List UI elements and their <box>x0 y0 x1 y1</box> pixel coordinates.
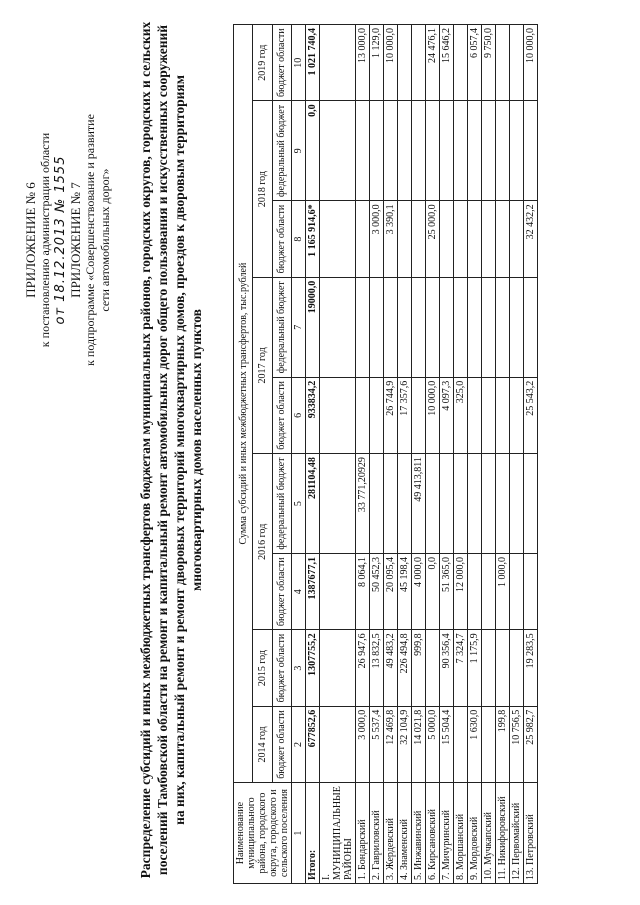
table-cell <box>426 454 440 554</box>
table-cell: 15 504,4 <box>440 706 454 782</box>
row-label: 11. Никифоровский <box>496 783 510 884</box>
row-label: 1. Бондарский <box>356 783 370 884</box>
table-row <box>482 25 496 884</box>
year-2015: 2015 год <box>253 630 272 706</box>
table-cell: 5 000,0 <box>426 706 440 782</box>
table-cell <box>496 201 510 277</box>
table-cell <box>320 706 356 782</box>
table-body <box>292 25 538 884</box>
table-cell <box>440 101 454 201</box>
table-cell: 1387677,1 <box>306 554 320 630</box>
table-cell: 2 <box>292 706 306 782</box>
table-cell: 15 646,2 <box>440 25 454 101</box>
table-cell: 8 <box>292 201 306 277</box>
table-cell: 226 494,8 <box>398 630 412 706</box>
table-cell <box>496 101 510 201</box>
table-cell <box>510 454 524 554</box>
table-cell: 1 000,0 <box>496 554 510 630</box>
col-name-header: Наименование муниципального района, городского округа, городского и сельского поселения <box>234 783 292 884</box>
table-cell <box>482 454 496 554</box>
table-cell: 1 021 740,4 <box>306 25 320 101</box>
table-cell <box>468 277 482 377</box>
row-label: Итого: <box>306 783 320 884</box>
table-cell: 281104,48 <box>306 454 320 554</box>
table-cell <box>454 454 468 554</box>
table-cell <box>468 554 482 630</box>
table-cell: 7 <box>292 277 306 377</box>
table-cell <box>482 277 496 377</box>
table-cell <box>412 377 426 453</box>
table-cell: 999,8 <box>412 630 426 706</box>
row-label: 4. Знаменский <box>398 783 412 884</box>
table-cell: 6 <box>292 377 306 453</box>
table-cell <box>510 554 524 630</box>
sub-federal-2016: федеральный бюджет <box>272 454 291 554</box>
table-cell: 26 744,9 <box>384 377 398 453</box>
table-cell: 33 771,20929 <box>356 454 370 554</box>
row-label: 2. Гавриловский <box>370 783 384 884</box>
table-cell: 26 947,6 <box>356 630 370 706</box>
table-row <box>370 25 384 884</box>
table-cell <box>510 277 524 377</box>
table-cell: 325,0 <box>454 377 468 453</box>
table-cell <box>356 201 370 277</box>
table-cell <box>482 706 496 782</box>
table-cell: 3 000,0 <box>370 201 384 277</box>
table-row <box>454 25 468 884</box>
table-cell: 19000,0 <box>306 277 320 377</box>
appendix-header <box>23 30 113 450</box>
table-cell <box>370 377 384 453</box>
table-cell <box>454 706 468 782</box>
table-cell <box>482 554 496 630</box>
table-cell <box>412 25 426 101</box>
table-cell: 10 <box>292 25 306 101</box>
table-cell <box>384 101 398 201</box>
table-cell: 0,0 <box>306 101 320 201</box>
handwritten-date-number: от 18.12.2013 № 1555 <box>53 155 68 325</box>
table-cell: 4 097,3 <box>440 377 454 453</box>
table-row <box>496 25 510 884</box>
table-cell: 24 476,1 <box>426 25 440 101</box>
table-cell: 9 <box>292 101 306 201</box>
row-label: 13. Петровский <box>524 783 538 884</box>
table-cell: 25 982,7 <box>524 706 538 782</box>
table-cell <box>370 101 384 201</box>
table-cell: 199,8 <box>496 706 510 782</box>
table-cell: 5 537,4 <box>370 706 384 782</box>
table-cell <box>524 554 538 630</box>
table-cell <box>524 101 538 201</box>
year-2014: 2014 год <box>253 706 272 782</box>
table-cell <box>398 201 412 277</box>
sub-regional-2015: бюджет области <box>272 630 291 706</box>
table-cell <box>524 277 538 377</box>
table-cell <box>398 25 412 101</box>
table-cell <box>320 377 356 453</box>
sub-federal-2017: федеральный бюджет <box>272 277 291 377</box>
table-cell: 32 432,2 <box>524 201 538 277</box>
table-cell: 7 324,7 <box>454 630 468 706</box>
table-cell: 49 483,2 <box>384 630 398 706</box>
table-cell <box>398 454 412 554</box>
year-2019: 2019 год <box>253 25 272 101</box>
table-cell <box>320 554 356 630</box>
table-cell <box>482 630 496 706</box>
table-cell: 3 000,0 <box>356 706 370 782</box>
table-cell <box>496 377 510 453</box>
table-cell: 10 756,5 <box>510 706 524 782</box>
table-row <box>398 25 412 884</box>
row-label: 10. Мучкапский <box>482 783 496 884</box>
sub-regional-2017: бюджет области <box>272 377 291 453</box>
table-cell <box>440 277 454 377</box>
year-2018: 2018 год <box>253 101 272 277</box>
table-cell <box>454 201 468 277</box>
row-label: 7. Мичуринский <box>440 783 454 884</box>
table-cell: 32 104,9 <box>398 706 412 782</box>
table-cell: 12 000,0 <box>454 554 468 630</box>
table-cell: 12 469,8 <box>384 706 398 782</box>
table-cell <box>468 201 482 277</box>
table-cell <box>412 101 426 201</box>
table-cell: 1 129,0 <box>370 25 384 101</box>
table-cell: 1 630,0 <box>468 706 482 782</box>
table-cell <box>496 25 510 101</box>
table-cell: 1 175,9 <box>468 630 482 706</box>
table-cell <box>320 201 356 277</box>
table-cell <box>320 25 356 101</box>
table-cell <box>468 377 482 453</box>
table-cell <box>412 277 426 377</box>
table-cell <box>510 201 524 277</box>
table-cell <box>496 630 510 706</box>
table-cell <box>320 101 356 201</box>
table-row <box>384 25 398 884</box>
table-cell: 0,0 <box>426 554 440 630</box>
table-cell: 13 832,5 <box>370 630 384 706</box>
table-cell: 49 413,811 <box>412 454 426 554</box>
table-cell <box>524 454 538 554</box>
sub-regional-2016: бюджет области <box>272 554 291 630</box>
sub-federal-2018: федеральный бюджет <box>272 101 291 201</box>
table-cell <box>468 101 482 201</box>
row-label: 9. Мордовский <box>468 783 482 884</box>
appendix-6-label: ПРИЛОЖЕНИЕ № 6 <box>23 182 38 298</box>
column-index-row <box>292 25 306 884</box>
table-row <box>440 25 454 884</box>
row-label: 8. Моршанский <box>454 783 468 884</box>
table-cell: 10 000,0 <box>426 377 440 453</box>
table-cell <box>510 377 524 453</box>
row-label: 6. Кирсановский <box>426 783 440 884</box>
table-cell <box>496 277 510 377</box>
document-title: Распределение субсидий и иных межбюджетных трансфертов бюджетам муниципальных районов, городских округов, городских и сельских поселений Тамбовской области на ремонт и капитальный ремонт автомобильных дорог общего пользования и искусственных сооружений на них, капитальный ремонт и ремонт дворовых территорий многоквартирных домов, проездов к дворовым территориям многоквартирных домов населенных пунктов <box>138 21 204 879</box>
table-cell <box>454 277 468 377</box>
row-label: 3. Жердевский <box>384 783 398 884</box>
table-row <box>524 25 538 884</box>
table-cell <box>482 377 496 453</box>
table-cell <box>356 277 370 377</box>
table-cell <box>384 277 398 377</box>
table-cell: 9 750,0 <box>482 25 496 101</box>
table-cell <box>398 101 412 201</box>
table-cell <box>426 277 440 377</box>
table-cell: 1307755,2 <box>306 630 320 706</box>
table-cell <box>398 277 412 377</box>
table-cell <box>454 25 468 101</box>
sum-header: Сумма субсидий и иных межбюджетных трансфертов, тыс.рублей <box>234 25 253 783</box>
table-row <box>412 25 426 884</box>
table-cell <box>320 277 356 377</box>
table-cell: 933834,2 <box>306 377 320 453</box>
sub-regional-2014: бюджет области <box>272 706 291 782</box>
table-cell <box>356 377 370 453</box>
year-2017: 2017 год <box>253 277 272 453</box>
table-cell: 17 357,6 <box>398 377 412 453</box>
appendix-7-label: ПРИЛОЖЕНИЕ № 7 <box>68 182 83 298</box>
table-cell <box>482 201 496 277</box>
table-cell <box>468 454 482 554</box>
table-cell: 4 000,0 <box>412 554 426 630</box>
table-cell: 19 283,5 <box>524 630 538 706</box>
table-cell <box>320 454 356 554</box>
table-cell <box>426 630 440 706</box>
table-row <box>510 25 524 884</box>
table-cell <box>510 25 524 101</box>
table-cell <box>412 201 426 277</box>
rotated-content <box>15 10 625 890</box>
table-cell <box>370 454 384 554</box>
table-cell: 677852,6 <box>306 706 320 782</box>
table-cell: 5 <box>292 454 306 554</box>
table-cell <box>440 454 454 554</box>
table-row <box>356 25 370 884</box>
section-label: I. МУНИЦИПАЛЬНЫЕ РАЙОНЫ <box>320 783 356 884</box>
table-row <box>468 25 482 884</box>
distribution-table <box>233 24 538 884</box>
table-cell: 3 <box>292 630 306 706</box>
table-cell <box>320 630 356 706</box>
table-cell: 10 000,0 <box>384 25 398 101</box>
table-cell <box>356 101 370 201</box>
year-2016: 2016 год <box>253 454 272 630</box>
table-cell: 14 021,8 <box>412 706 426 782</box>
table-cell <box>496 454 510 554</box>
section-row <box>320 25 356 884</box>
decree-line: к постановлению администрации области <box>38 132 52 348</box>
row-label: 1 <box>292 783 306 884</box>
table-cell: 13 000,0 <box>356 25 370 101</box>
total-row <box>306 25 320 884</box>
table-cell <box>370 277 384 377</box>
table-cell: 50 452,3 <box>370 554 384 630</box>
table-cell: 25 543,2 <box>524 377 538 453</box>
sub-regional-2018: бюджет области <box>272 201 291 277</box>
table-cell <box>482 101 496 201</box>
row-label: 5. Инжавинский <box>412 783 426 884</box>
table-cell: 1 165 914,6* <box>306 201 320 277</box>
table-cell: 3 390,1 <box>384 201 398 277</box>
table-row <box>426 25 440 884</box>
table-cell: 20 095,4 <box>384 554 398 630</box>
sub-regional-2019: бюджет области <box>272 25 291 101</box>
table-cell: 45 198,4 <box>398 554 412 630</box>
table-cell: 51 365,0 <box>440 554 454 630</box>
table-cell: 8 064,1 <box>356 554 370 630</box>
table-cell: 4 <box>292 554 306 630</box>
table-cell <box>440 201 454 277</box>
table-cell: 90 356,4 <box>440 630 454 706</box>
table-cell <box>510 101 524 201</box>
row-label: 12. Первомайский <box>510 783 524 884</box>
table-cell <box>454 101 468 201</box>
table-cell: 6 057,4 <box>468 25 482 101</box>
table-cell: 10 000,0 <box>524 25 538 101</box>
subprogram-line: к подпрограмме «Совершенствование и развитие <box>83 114 97 366</box>
subprogram-line-2: сети автомобильных дорог» <box>98 168 112 312</box>
table-cell <box>510 630 524 706</box>
table-cell <box>384 454 398 554</box>
table-cell: 25 000,0 <box>426 201 440 277</box>
table-cell <box>426 101 440 201</box>
